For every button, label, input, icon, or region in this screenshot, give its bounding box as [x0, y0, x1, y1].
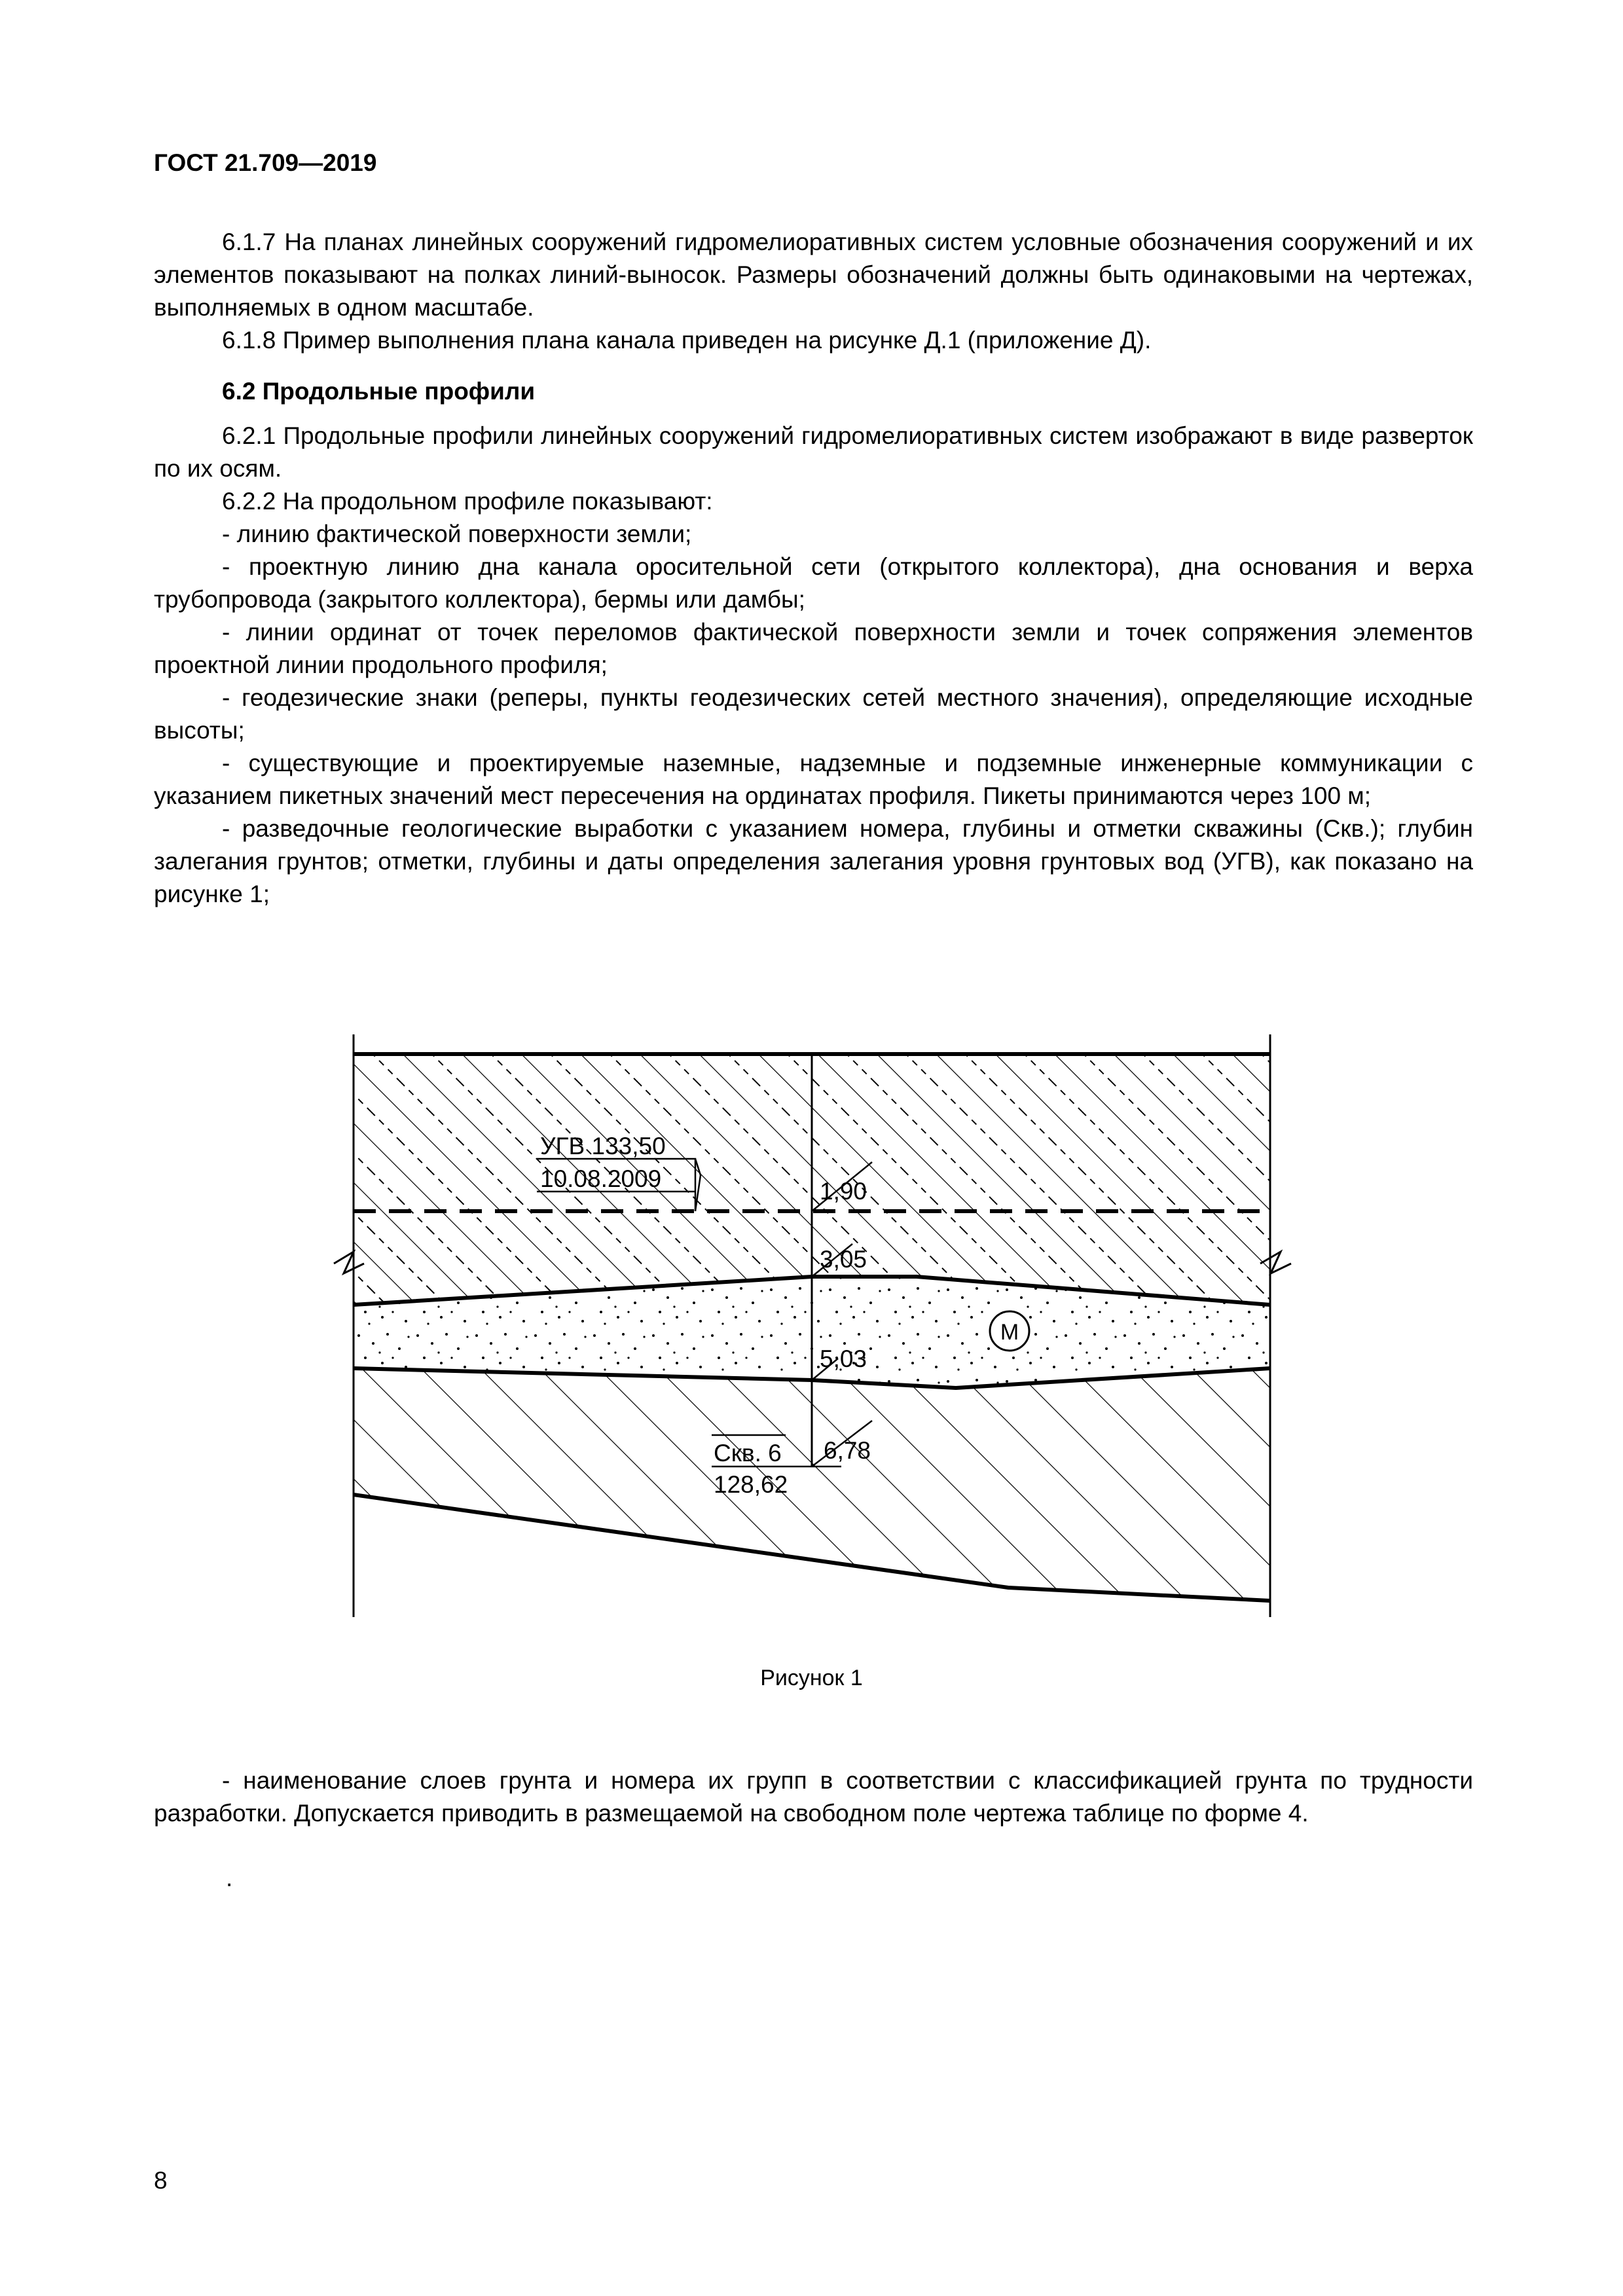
list-item: - линии ординат от точек переломов фактической поверхности земли и точек сопряжения элементов проектной линии продольного профиля; [154, 619, 1473, 678]
depth-label: 5,03 [820, 1345, 867, 1372]
stray-dot: . [226, 1865, 233, 1891]
document-header: ГОСТ 21.709—2019 [154, 149, 377, 176]
ugv-date: 10.08.2009 [540, 1165, 662, 1192]
paragraph-6-1-8: 6.1.8 Пример выполнения плана канала приведен на рисунке Д.1 (приложение Д). [222, 327, 1152, 354]
depth-label: 3,05 [820, 1246, 867, 1273]
well-label: Скв. 6 [714, 1440, 782, 1467]
list-item: - существующие и проектируемые наземные, надземные и подземные инженерные коммуникации с указанием пикетных значений мест пересечения на ординатах профиля. Пикеты принимаются через 100 м; [154, 750, 1473, 809]
list-item: - разведочные геологические выработки с указанием номера, глубины и отметки скважины (Скв.); глубин залегания грунтов; отметки, глубины и даты определения залегания уровня грунтовых вод (УГВ), как показано на рисунке 1; [154, 815, 1473, 907]
text-block-bottom [154, 1764, 1473, 1830]
depth-label: 6,78 [824, 1437, 871, 1464]
section-heading: 6.2 Продольные профили [222, 378, 536, 405]
paragraph-6-2-2: 6.2.2 На продольном профиле показывают: [222, 488, 713, 515]
well-elevation: 128,62 [714, 1471, 788, 1498]
soil-marker-label: М [1000, 1320, 1019, 1345]
ugv-label: УГВ 133,50 [540, 1133, 666, 1159]
paragraph-6-1-7: 6.1.7 На планах линейных сооружений гидромелиоративных систем условные обозначения сооружений и их элементов показывают на полках линий-выносок. Размеры обозначений должны быть одинаковыми на чертежах, выполняемых в одном масштабе. [154, 228, 1473, 321]
paragraph-6-2-1: 6.2.1 Продольные профили линейных сооружений гидромелиоративных систем изображают в виде разверток по их осям. [154, 422, 1473, 482]
list-item: - линию фактической поверхности земли; [222, 520, 692, 547]
list-item: - наименование слоев грунта и номера их групп в соответствии с классификацией грунта по трудности разработки. Допускается приводить в размещаемой на свободном поле чертежа таблице по форме 4. [154, 1767, 1473, 1827]
depth-label: 1,90 [820, 1178, 867, 1205]
list-item: - геодезические знаки (реперы, пункты геодезических сетей местного значения), определяющие исходные высоты; [154, 684, 1473, 744]
list-item: - проектную линию дна канала оросительной сети (открытого коллектора), дна основания и верха трубопровода (закрытого коллектора), бермы или дамбы; [154, 553, 1473, 613]
figure-caption: Рисунок 1 [760, 1666, 863, 1690]
page-number: 8 [154, 2167, 168, 2194]
